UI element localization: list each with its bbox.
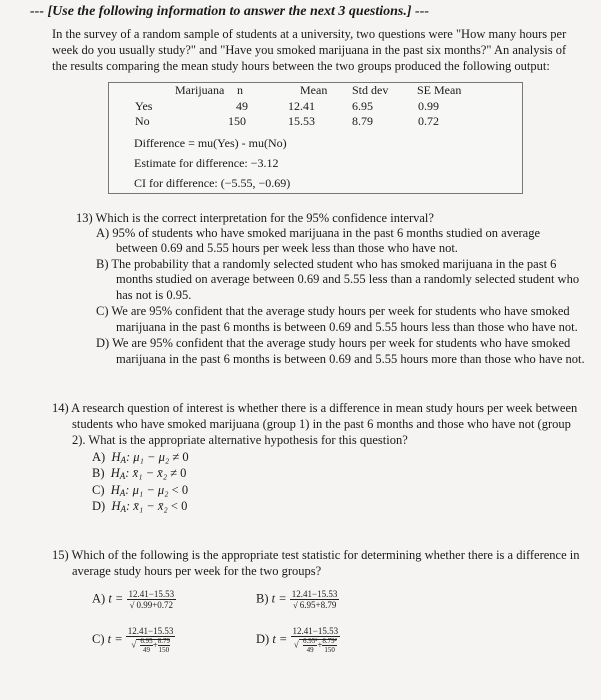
col-header-mean: Mean: [300, 83, 328, 97]
q15-stem-line1: 15) Which of the following is the appropriate test statistic for determining whether there is a difference in: [52, 548, 580, 562]
row-no-se: 0.72: [418, 114, 439, 128]
col-header-semean: SE Mean: [417, 83, 462, 97]
q14-option-c[interactable]: C) $H_A$: μ₁ − μ₂ < 0: [92, 483, 189, 498]
q13-stem: 13) Which is the correct interpretation for the 95% confidence interval?: [76, 211, 434, 225]
section-header: --- [Use the following information to answer the next 3 questions.] ---: [30, 4, 430, 19]
row-yes-label: Yes: [135, 99, 153, 113]
row-no-n: 150: [228, 114, 246, 128]
q14-option-b[interactable]: B) $H_A$: x̄₁ − x̄₂ ≠ 0: [92, 466, 187, 481]
difference-estimate: Estimate for difference: −3.12: [134, 156, 279, 170]
col-header-n: n: [237, 83, 243, 97]
row-yes-sd: 6.95: [352, 99, 373, 113]
row-no-mean: 15.53: [288, 114, 315, 128]
difference-definition: Difference = mu(Yes) - mu(No): [134, 136, 287, 150]
row-no-label: No: [135, 114, 150, 128]
q15-option-b[interactable]: B) t = $\frac{12.41-15.53}{√ 6.95+8.79}$: [256, 589, 338, 610]
intro-line-3: the results comparing the mean study hours between the two groups produced the following output:: [52, 59, 550, 73]
q13-option-a-line2: between 0.69 and 5.55 hours per week less than those who have not.: [116, 241, 458, 255]
col-header-marijuana: Marijuana: [175, 83, 225, 97]
row-yes-se: 0.99: [418, 99, 439, 113]
q15-option-c[interactable]: C) t = 12.41−15.53 √ $\frac{6.95}{49}$ + $\frac{8.79}{150}$: [92, 626, 174, 654]
row-no-sd: 8.79: [352, 114, 373, 128]
q13-option-d-line1[interactable]: D) We are 95% confident that the average study hours per week for students who have smoked: [96, 336, 571, 350]
col-header-stddev: Std dev: [352, 83, 389, 97]
q15-option-d[interactable]: D) t = 12.41−15.53 √ $\frac{\text{6.95²}}{49}$ + $\frac{\text{8.79²}}{150}$: [256, 626, 339, 654]
q13-option-b-line3: has not is 0.95.: [116, 288, 192, 302]
q14-stem-line1: 14) A research question of interest is whether there is a difference in mean study hours per week between: [52, 401, 578, 415]
q15-option-a[interactable]: A) t = $\frac{12.41-15.53}{√ 0.99+0.72}$: [92, 589, 175, 610]
q15-stem-line2: average study hours per week for the two groups?: [72, 564, 322, 578]
row-yes-mean: 12.41: [288, 99, 315, 113]
q14-stem-line3: 2). What is the appropriate alternative hypothesis for this question?: [72, 433, 408, 447]
row-yes-n: 49: [236, 99, 248, 113]
q13-option-b-line1[interactable]: B) The probability that a randomly selected student who has smoked marijuana in the past 6: [96, 257, 557, 271]
q13-option-b-line2: months studied on average between 0.69 and 5.55 less than a randomly selected student who: [116, 272, 580, 286]
q13-option-d-line2: marijuana in the past 6 months is between 0.69 and 5.55 hours more than those who have not.: [116, 352, 585, 366]
q14-option-d[interactable]: D) $H_A$: x̄₁ − x̄₂ < 0: [92, 499, 188, 514]
q13-option-c-line2: marijuana in the past 6 months is between 0.69 and 5.55 hours less than those who have not.: [116, 320, 578, 334]
q14-stem-line2: students who have smoked marijuana (group 1) in the past 6 months and those who have not (group: [72, 417, 571, 431]
q14-option-a[interactable]: A) $H_A$: μ₁ − μ₂ ≠ 0: [92, 450, 189, 465]
difference-ci: CI for difference: (−5.55, −0.69): [134, 176, 291, 190]
q13-option-c-line1[interactable]: C) We are 95% confident that the average study hours per week for students who have smoked: [96, 304, 570, 318]
q13-option-a-line1[interactable]: A) 95% of students who have smoked marijuana in the past 6 months studied on average: [96, 226, 541, 240]
intro-line-2: week do you usually study?" and "Have you smoked marijuana in the past six months?" An analysis of: [52, 43, 567, 57]
intro-line-1: In the survey of a random sample of students at a university, two questions were "How many hours per: [52, 27, 567, 41]
